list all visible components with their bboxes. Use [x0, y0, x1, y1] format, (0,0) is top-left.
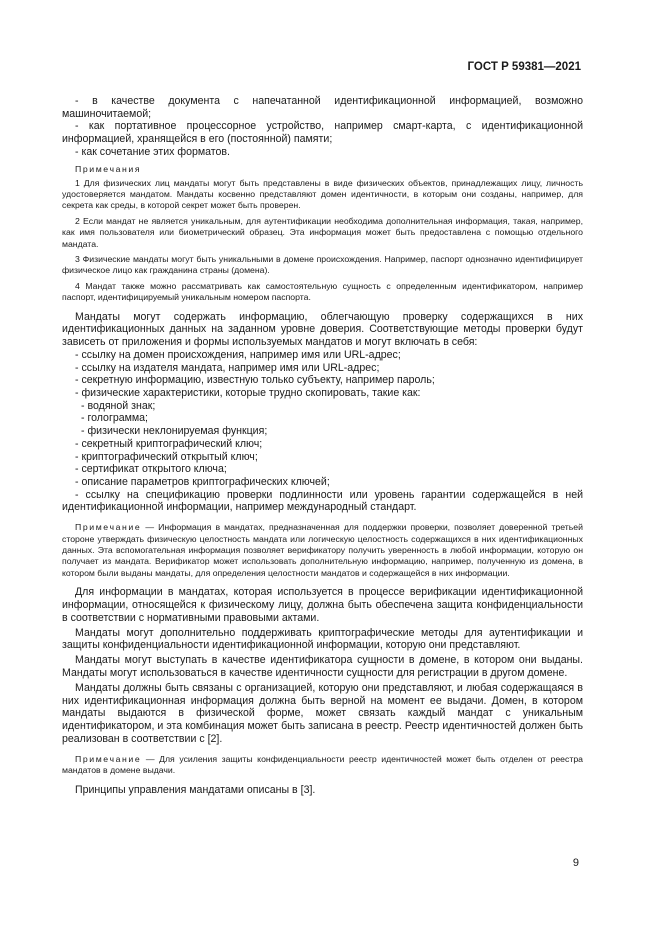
list-item: - криптографический открытый ключ;	[75, 450, 258, 463]
format-list	[62, 95, 583, 159]
sublist-item: - водяной знак;	[81, 399, 156, 412]
list-item: - сертификат открытого ключа;	[75, 463, 227, 476]
list-item: - как сочетание этих форматов.	[75, 145, 230, 158]
note-2: 2 Если мандат не является уникальным, для аутентификации необходима дополнительная информация, такая, например, как имя пользователя или биометрический образец. Эта информация может быть предоставлена с помощью отдельного мандата.	[62, 215, 583, 249]
list-item: - как портативное процессорное устройство, например смарт-карта, с идентификационной информацией, хранящейся в его (постоянной) памяти;	[62, 120, 583, 146]
list-item: - секретную информацию, известную только субъекту, например пароль;	[75, 374, 435, 387]
page-number: 9	[572, 857, 579, 869]
principles-paragraph: Принципы управления мандатами описаны в [3].	[75, 783, 316, 796]
verification-methods-list	[62, 349, 583, 400]
verification-note	[62, 522, 583, 579]
verification-paragraph: Мандаты могут содержать информацию, облегчающую проверку содержащихся в них идентификационных данных на заданном уровне доверия. Соответствующие методы проверки будут зависеть от приложения и формы используемых мандатов и могут включать в себя:	[62, 310, 583, 349]
privacy-paragraph: Для информации в мандатах, которая используется в процессе верификации идентификационной информации, относящейся к физическому лицу, должна быть обеспечена защита конфиденциальности в соответствии с нормативными правовыми актами.	[62, 586, 583, 624]
identifier-paragraph: Мандаты могут выступать в качестве идентификатора сущности в домене, в котором они выданы. Мандаты могут использоваться в качестве идентичности сущности для регистрации в другом домене.	[62, 654, 583, 679]
list-item: - описание параметров криптографических ключей;	[75, 476, 330, 488]
note-1: 1 Для физических лиц мандаты могут быть представлены в виде физических объектов, принадлежащих лицу, личность удостоверяется мандатом. Мандаты косвенно представляют домен идентичности, в которым они созданы, например, для секрета как среды, в которой секрет может быть проверен.	[62, 177, 583, 211]
crypto-methods-list	[62, 438, 583, 514]
note-text: — Информация в мандатах, предназначенная для поддержки проверки, позволяет доверенной третьей стороне утверждать физическую целостность мандата или логическую целостность содержащихся в них идентификационных данных. Эта вспомогательная информация позволяет верификатору получить уверенность в любой информации, которую он получает из мандата. Верификатор может использовать дополнительную информацию, например, полученную из домена, в котором были выданы мандаты, для определения целостности мандатов и содержащейся в них информации.	[62, 522, 583, 578]
list-item: - ссылку на спецификацию проверки подлинности или уровень гарантии содержащейся в ней идентификационной информации, например международный стандарт.	[62, 488, 583, 514]
note-3: 3 Физические мандаты могут быть уникальными в домене происхождения. Например, паспорт однозначно идентифицирует физическое лицо как гражданина страны (домена).	[62, 253, 583, 276]
sublist-item: - физически неклонируемая функция;	[81, 425, 268, 438]
note-text: — Для усиления защиты конфиденциальности реестр идентичностей может быть отделен от реестра мандатов в домене выдачи.	[62, 753, 583, 776]
note-label: Примечание	[75, 522, 142, 533]
physical-features-sublist	[62, 400, 583, 438]
document-id-header: ГОСТ Р 59381—2021	[467, 61, 581, 73]
crypto-paragraph: Мандаты могут дополнительно поддерживать криптографические методы для аутентификации и защиты конфиденциальности идентификационной информации, которую они представляют.	[62, 626, 583, 652]
note-4: 4 Мандат также можно рассматривать как самостоятельную сущность с определенным идентификатором, например паспорт, идентифицируемый уникальным номером паспорта.	[62, 280, 583, 303]
page-body	[62, 95, 583, 801]
registry-paragraph: Мандаты должны быть связаны с организацией, которую они представляют, и любая содержащаяся в них идентификационная информация должна быть верной на момент ее выдачи. Домен, в котором мандаты выдаются в физической форме, может связать каждый мандат с уникальным идентификатором, и эта комбинация может быть записана в реестр. Реестр идентичностей должен быть реализован в соответствии с [2].	[62, 681, 583, 745]
list-item: - секретный криптографический ключ;	[75, 437, 263, 450]
notes-heading: Примечания	[75, 163, 142, 174]
list-item: - физические характеристики, которые трудно скопировать, такие как:	[75, 387, 421, 400]
registry-note	[62, 754, 583, 777]
list-item: - ссылку на издателя мандата, например имя или URL-адрес;	[75, 361, 380, 374]
list-item: - ссылку на домен происхождения, например имя или URL-адрес;	[75, 348, 401, 361]
sublist-item: - голограмма;	[81, 412, 149, 425]
list-item: - в качестве документа с напечатанной идентификационной информацией, возможно машиночитаемой;	[62, 95, 583, 120]
note-label: Примечание	[75, 753, 142, 764]
